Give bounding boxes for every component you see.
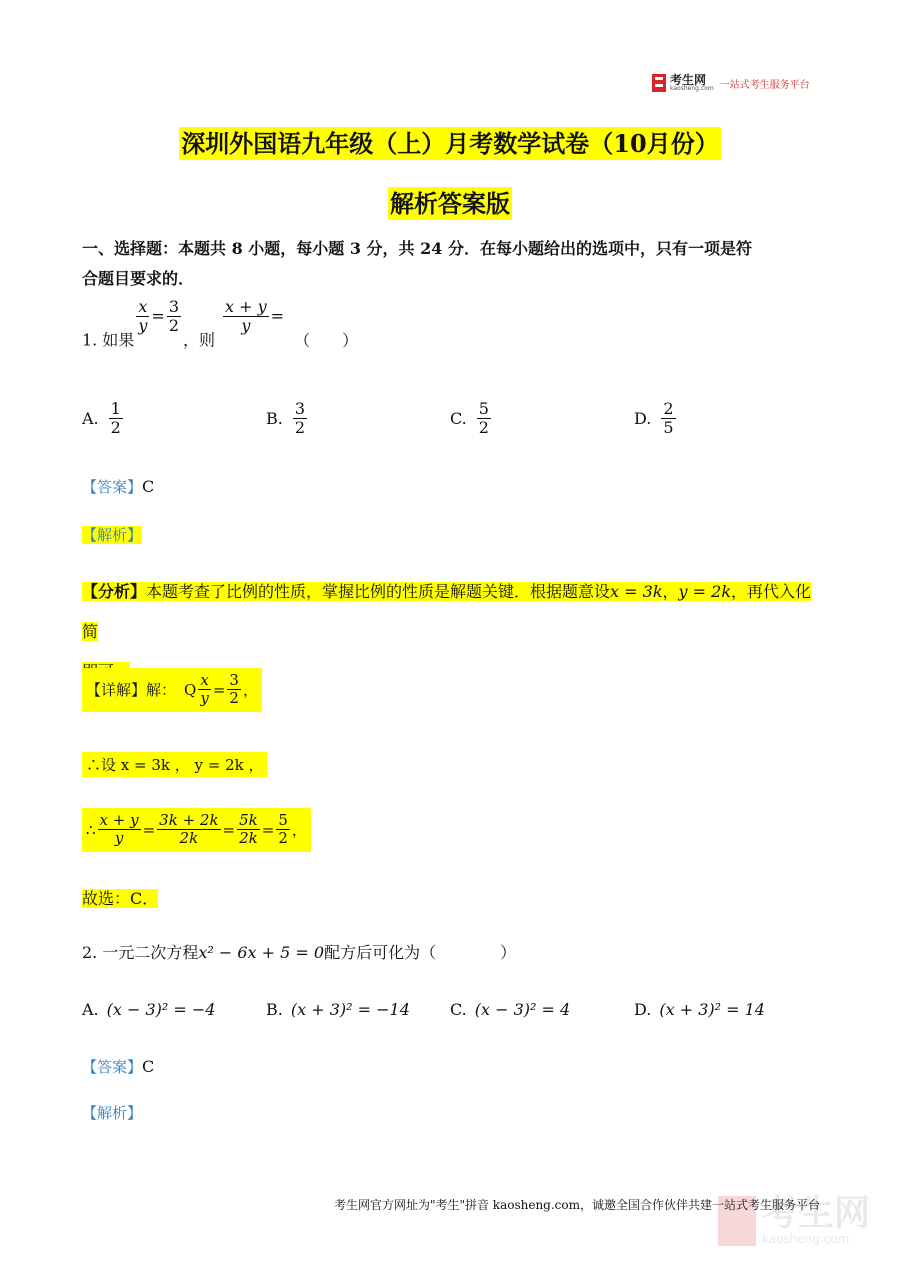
q2-option-b[interactable]: B. (x + 3)² = −14 <box>266 1000 410 1019</box>
answer-tag: 【答案】 <box>82 478 143 496</box>
q1-option-d[interactable]: D. $\frac{2}{5}$ <box>634 399 674 438</box>
q1-step-3: ∴ $\frac{x + y}{y}$ = $\frac{3k + 2k}{2k}$ = $\frac{5k}{2k}$ = $\frac{5}{2}$ ， <box>82 808 311 852</box>
question-2-stem: 2. 一元二次方程x² − 6x + 5 = 0配方后可化为（ ） <box>82 943 517 962</box>
question-1-stem: 1. 如果 $\frac{x}{y}$ = $\frac{3}{2}$ ，则 $\frac{x + y}{y}$ =（ ） <box>82 297 359 350</box>
q2-option-a[interactable]: A. (x − 3)² = −4 <box>82 1000 216 1019</box>
q2-option-d[interactable]: D. (x + 3)² = 14 <box>634 1000 765 1019</box>
q1-analysis-tag: 【解析】 <box>82 526 143 544</box>
q1-cond-denominator: y <box>138 316 148 336</box>
q1-fenxi: 【分析】本题考查了比例的性质，掌握比例的性质是解题关键．根据题意设x = 3k，y = 2k，再代入化简 <box>82 572 820 692</box>
footer-text: 考生网官方网址为"考生"拼音 kaosheng.com，诚邀全国合作伙伴共建一站式考生服务平台 <box>333 1198 820 1212</box>
section-heading: 一、选择题：本题共 8 小题，每小题 3 分，共 24 分．在每小题给出的选项中，只有一项是符 合题目要求的． <box>82 239 752 288</box>
q1-choose: 故选：C． <box>82 889 159 908</box>
fenxi-tag: 【分析】 <box>82 582 147 601</box>
q1-cond-numerator: x <box>138 297 148 316</box>
document-subtitle: 解析答案版 <box>390 189 510 218</box>
logo-mark-icon <box>652 74 666 92</box>
logo-name: 考生网 <box>670 73 707 87</box>
logo-slogan: 一站式考生服务平台 <box>719 79 810 91</box>
q1-answer: 【答案】C <box>82 477 155 496</box>
q1-option-c[interactable]: C. $\frac{5}{2}$ <box>450 399 489 438</box>
q2-analysis-tag: 【解析】 <box>82 1104 143 1122</box>
q2-answer: 【答案】C <box>82 1057 155 1076</box>
header-logo <box>652 72 810 94</box>
q1-option-b[interactable]: B. $\frac{3}{2}$ <box>266 399 306 438</box>
document-title: 深圳外国语九年级（上）月考数学试卷（10月份） <box>181 129 719 158</box>
q1-step-2: ∴设 x = 3k ， y = 2k ， <box>82 752 267 777</box>
q2-option-c[interactable]: C. (x − 3)² = 4 <box>450 1000 571 1019</box>
q1-option-a[interactable]: A. $\frac{1}{2}$ <box>82 399 121 438</box>
q1-detail: 【详解】 解： Q $\frac{x}{y}$ = $\frac{3}{2}$ ， <box>82 668 262 712</box>
detail-tag: 【详解】 <box>86 681 147 700</box>
footer-watermark: 考生网 kaosheng.com <box>718 1196 870 1246</box>
logo-url: kaosheng.com <box>670 85 714 92</box>
q2-equation: x² − 6x + 5 = 0 <box>198 943 325 962</box>
